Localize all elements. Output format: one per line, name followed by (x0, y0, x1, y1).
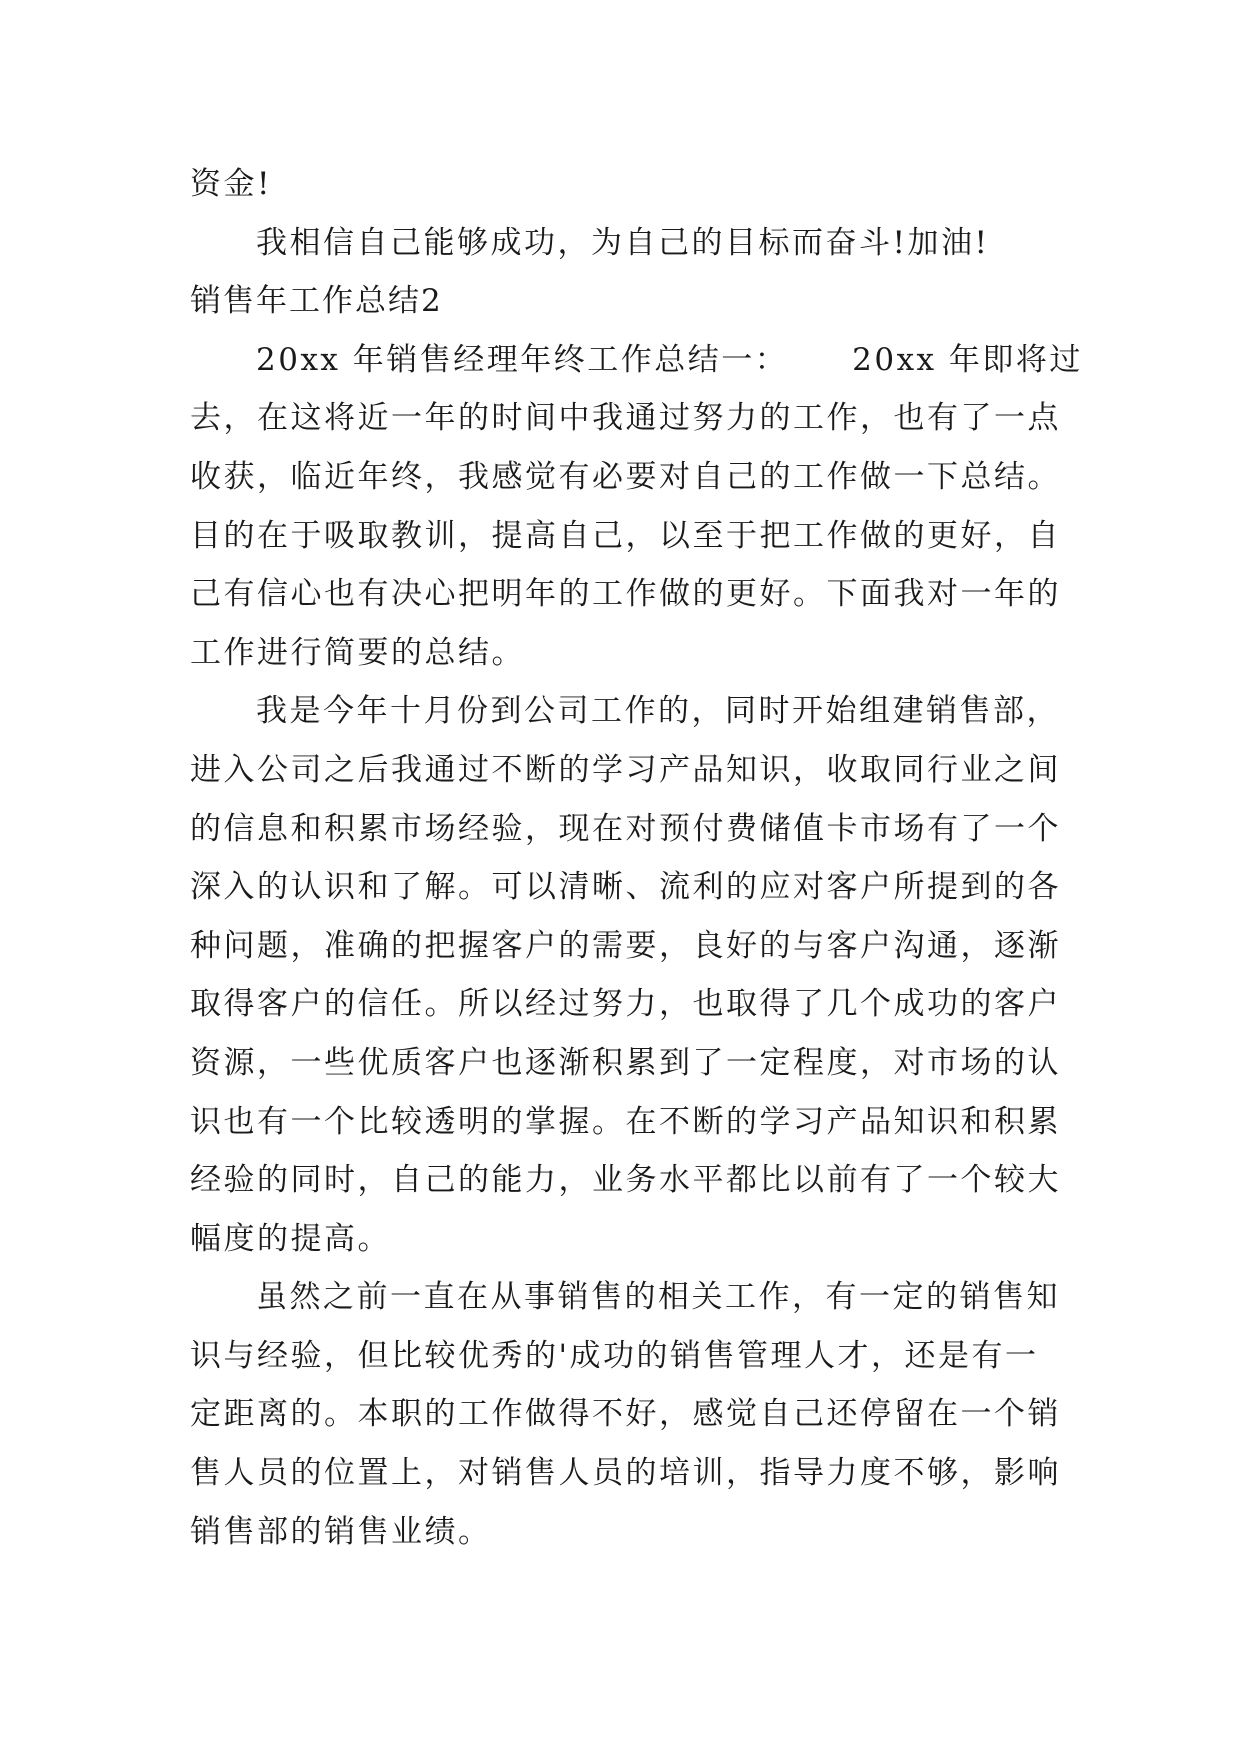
text-line: 20xx 年销售经理年终工作总结一： 20xx 年即将过 (256, 341, 1083, 378)
text-line: 定距离的。本职的工作做得不好，感觉自己还停留在一个销 (190, 1396, 1061, 1433)
text-line: 识与经验，但比较优秀的'成功的销售管理人才，还是有一 (190, 1337, 1039, 1374)
text-line: 资金! (190, 166, 272, 202)
text-line: 去，在这将近一年的时间中我通过努力的工作，也有了一点 (190, 400, 1061, 437)
document-body (190, 155, 1083, 1561)
text-line: 收获，临近年终，我感觉有必要对自己的工作做一下总结。 (190, 458, 1061, 495)
text-line: 的信息和积累市场经验，现在对预付费储值卡市场有了一个 (190, 810, 1061, 847)
text-line: 取得客户的信任。所以经过努力，也取得了几个成功的客户 (190, 986, 1061, 1023)
text-line: 虽然之前一直在从事销售的相关工作，有一定的销售知 (256, 1279, 1060, 1316)
text-line: 资源，一些优质客户也逐渐积累到了一定程度，对市场的认 (190, 1044, 1061, 1081)
section-heading: 销售年工作总结2 (190, 283, 443, 320)
text-line: 目的在于吸取教训，提高自己，以至于把工作做的更好，自 (190, 517, 1061, 554)
text-line: 销售部的销售业绩。 (190, 1513, 492, 1550)
text-line: 经验的同时，自己的能力，业务水平都比以前有了一个较大 (190, 1162, 1061, 1199)
text-line: 售人员的位置上，对销售人员的培训，指导力度不够，影响 (190, 1455, 1061, 1492)
text-line: 己有信心也有决心把明年的工作做的更好。下面我对一年的 (190, 576, 1061, 613)
text-line: 我是今年十月份到公司工作的，同时开始组建销售部， (256, 693, 1060, 730)
text-line: 我相信自己能够成功，为自己的目标而奋斗!加油! (256, 224, 990, 261)
text-line: 识也有一个比较透明的掌握。在不断的学习产品知识和积累 (190, 1103, 1061, 1140)
text-line: 深入的认识和了解。可以清晰、流利的应对客户所提到的各 (190, 869, 1061, 906)
text-line: 幅度的提高。 (190, 1220, 391, 1257)
text-line: 进入公司之后我通过不断的学习产品知识，收取同行业之间 (190, 751, 1061, 788)
text-line: 工作进行简要的总结。 (190, 634, 525, 671)
text-line: 种问题，准确的把握客户的需要，良好的与客户沟通，逐渐 (190, 927, 1061, 964)
